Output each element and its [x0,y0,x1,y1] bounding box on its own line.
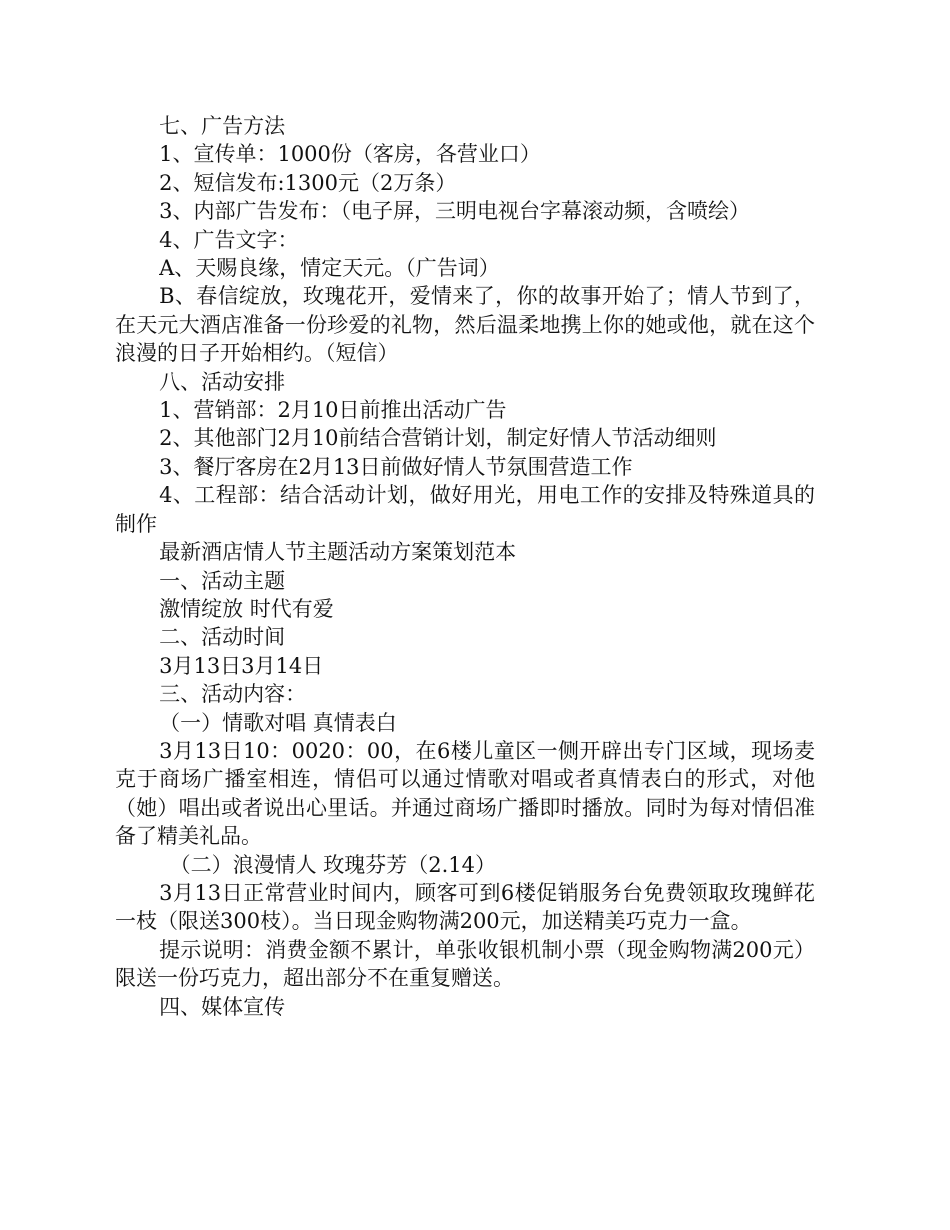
document-title: 最新酒店情人节主题活动方案策划范本 [159,540,517,565]
section-heading: 一、活动主题 [159,568,286,593]
subsection-heading: （二）浪漫情人 玫瑰芬芳（2.14） [169,852,497,877]
paragraph: 3月13日10：0020：00，在6楼儿童区一侧开辟出专门区域，现场麦克于商场广播室相连，情侣可以通过情歌对唱或者真情表白的形式，对他（她）唱出或者说出心里话。并通过商场广播即时播放。同时为每对情侣准备了精美礼品。 [115,738,815,849]
section-heading: 八、活动安排 [159,369,286,394]
section-heading: 四、媒体宣传 [159,994,286,1019]
section-heading: 七、广告方法 [159,114,286,138]
paragraph: 激情绽放 时代有爱 [159,596,334,621]
paragraph: 1、宣传单：1000份（客房，各营业口） [159,142,541,167]
paragraph: B、春信绽放，玫瑰花开，爱情来了，你的故事开始了；情人节到了，在天元大酒店准备一份珍爱的礼物，然后温柔地携上你的她或他，就在这个浪漫的日子开始相约。（短信） [115,284,815,366]
paragraph: 提示说明：消费金额不累计，单张收银机制小票（现金购物满200元）限送一份巧克力，超出部分不在重复赠送。 [115,937,815,991]
paragraph: 2、其他部门2月10前结合营销计划，制定好情人节活动细则 [159,426,717,451]
subsection-heading: （一）情歌对唱 真情表白 [159,710,397,735]
paragraph: 3、内部广告发布：（电子屏，三明电视台字幕滚动频，含喷绘） [159,199,750,224]
paragraph: 3月13日3月14日 [159,653,324,678]
paragraph: 3、餐厅客房在2月13日前做好情人节氛围营造工作 [159,454,633,479]
paragraph: 4、广告文字： [159,227,299,252]
paragraph: 2、短信发布:1300元（2万条） [159,170,457,195]
paragraph: 3月13日正常营业时间内，顾客可到6楼促销服务台免费领取玫瑰鲜花一枝（限送300枝）。当日现金购物满200元，加送精美巧克力一盒。 [115,880,815,934]
document-page [115,112,815,1021]
section-heading: 二、活动时间 [159,625,286,650]
paragraph: 4、工程部：结合活动计划，做好用光，用电工作的安排及特殊道具的制作 [115,483,815,536]
section-heading: 三、活动内容： [159,682,307,707]
paragraph: 1、营销部：2月10日前推出活动广告 [159,398,507,423]
paragraph: A、天赐良缘，情定天元。（广告词） [159,256,500,281]
